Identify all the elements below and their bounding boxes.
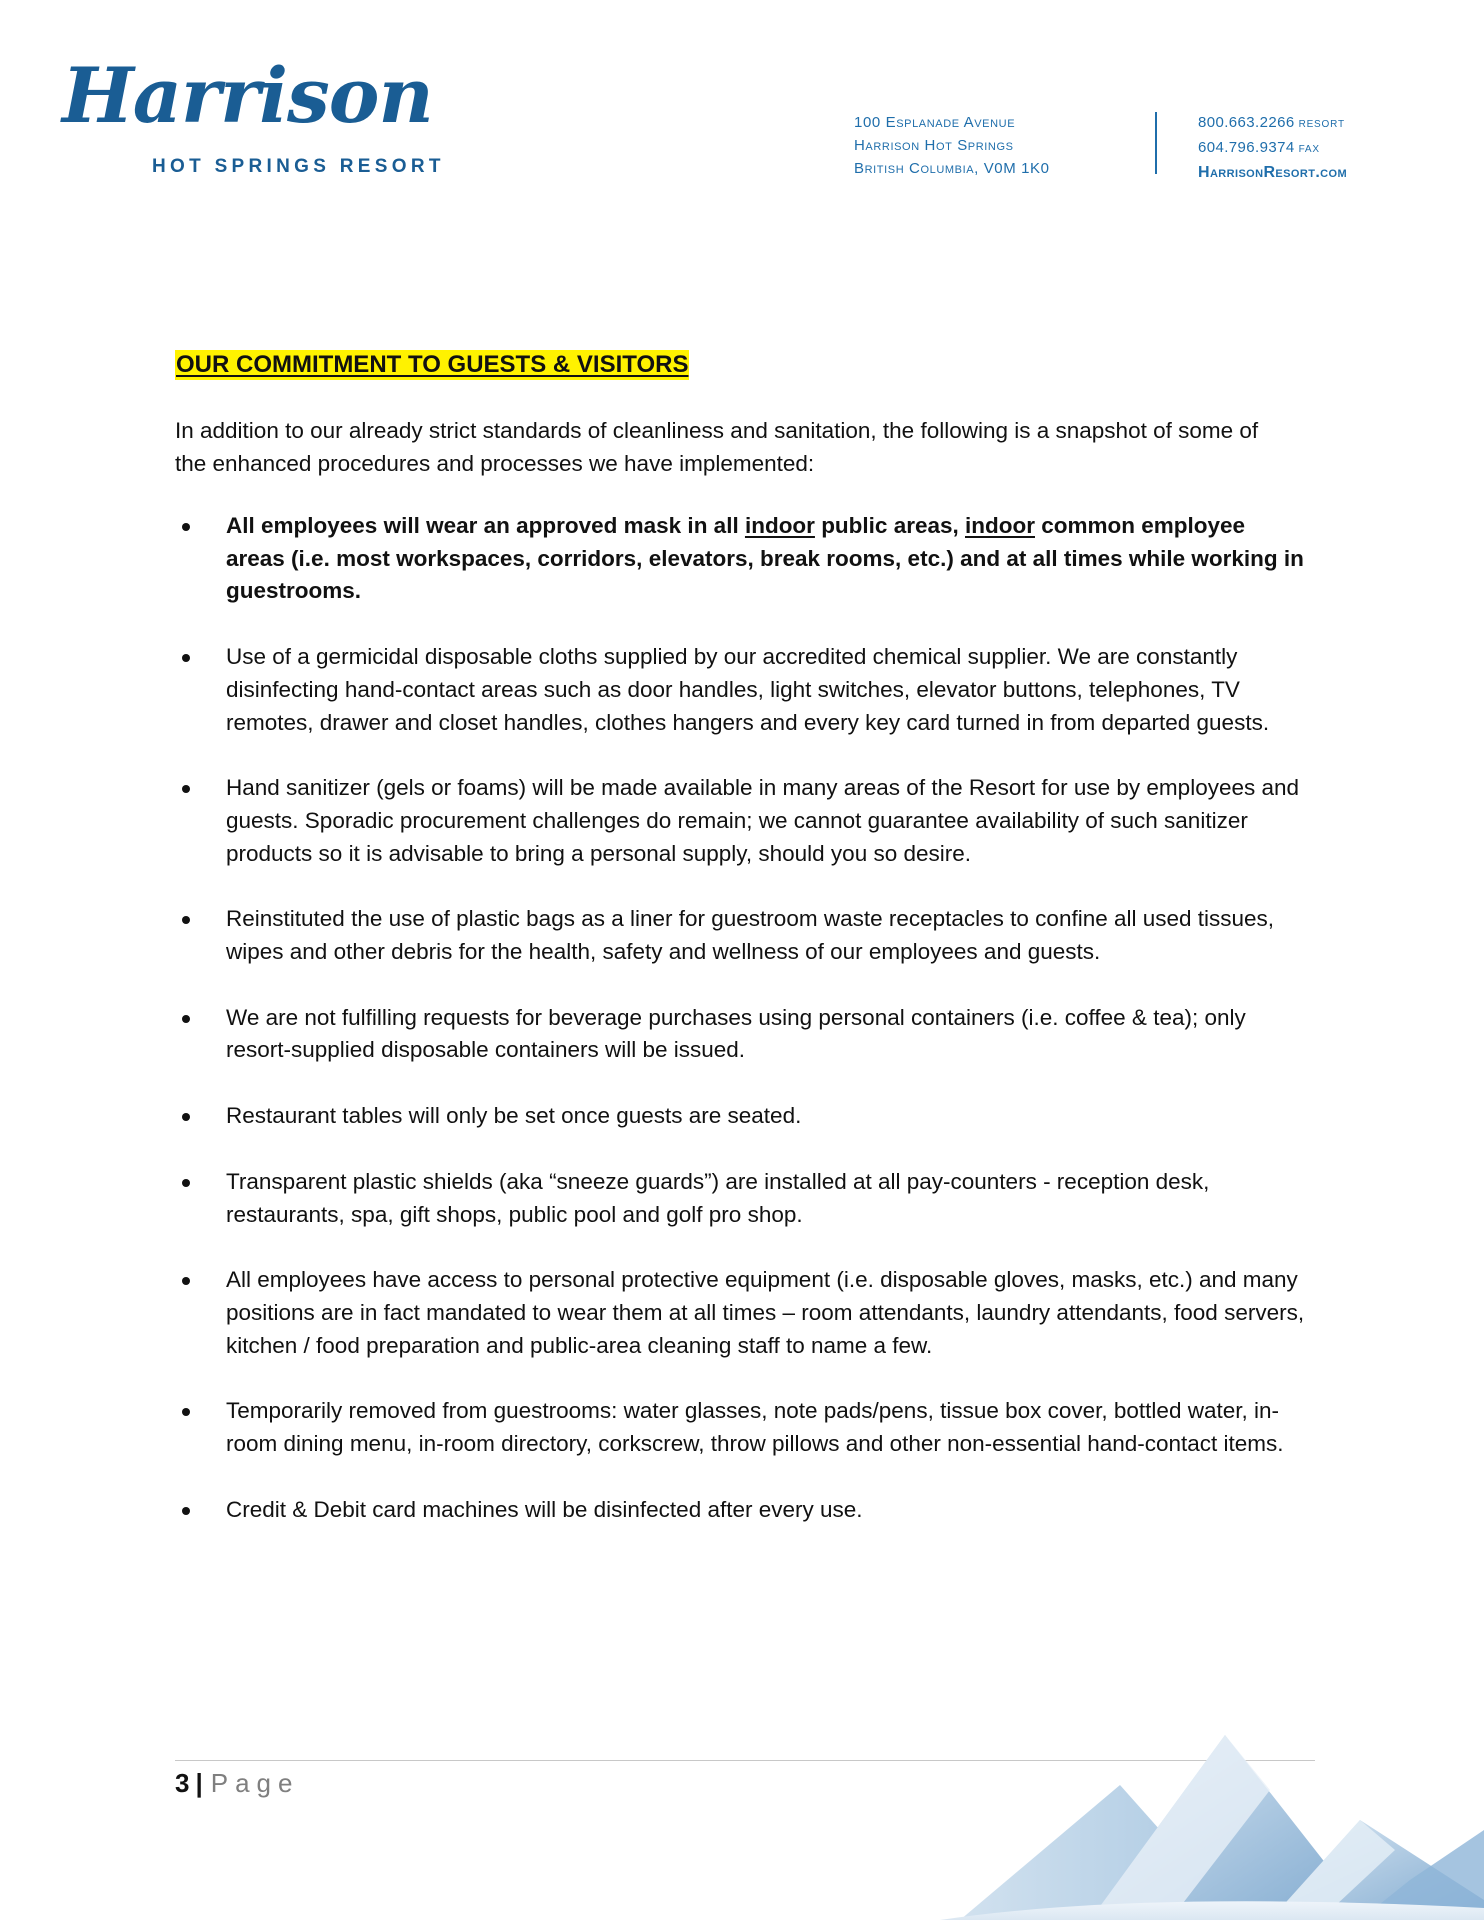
bullet-icon xyxy=(182,785,190,793)
bullet-icon xyxy=(182,1015,190,1023)
address-line-2: Harrison Hot Springs xyxy=(854,137,1014,154)
mountain-illustration xyxy=(940,1730,1484,1920)
bullet-text: Hand sanitizer (gels or foams) will be made available in many areas of the Resort for use by employees and guests. Sporadic procurement challenges do remain; we cannot guarantee availability of such sanitizer products so it is advisable to bring a personal supply, should you so desire. xyxy=(226,775,1300,866)
page-heading: OUR COMMITMENT TO GUESTS & VISITORS xyxy=(176,351,689,378)
bullet-text: Temporarily removed from guestrooms: water glasses, note pads/pens, tissue box cover, bottled water, in-room dining menu, in-room directory, corkscrew, throw pillows and other non-essential hand-contact items. xyxy=(226,1398,1284,1457)
logo-subtitle: HOT SPRINGS RESORT xyxy=(152,156,445,177)
bullet-text-part: common employee areas (i.e. most workspaces, corridors, elevators, break rooms, etc.) and at all times while working in guestrooms. xyxy=(226,513,1304,604)
bullet-icon xyxy=(182,523,190,531)
resort-phone-line xyxy=(1198,111,1347,136)
bullet-icon xyxy=(182,1179,190,1187)
logo-script-wordmark: Harrison xyxy=(62,51,433,140)
bullet-icon xyxy=(182,1113,190,1121)
bullet-text: We are not fulfilling requests for beverage purchases using personal containers (i.e. coffee & tea); only resort-supplied disposable containers will be issued. xyxy=(226,1004,1246,1063)
list-item xyxy=(175,1494,1305,1527)
fax-phone-label: FAX xyxy=(1298,144,1320,155)
bullet-text: Use of a germicidal disposable cloths supplied by our accredited chemical supplier. We are constantly disinfecting hand-contact areas such as door handles, light switches, elevator buttons, telephones, TV remotes, drawer and closet handles, clothes hangers and every key card turned in from departed guests. xyxy=(226,644,1270,735)
list-item xyxy=(175,1166,1305,1231)
bullet-icon xyxy=(182,654,190,662)
bullet-icon xyxy=(182,916,190,924)
list-item xyxy=(175,641,1305,739)
bullet-text: Reinstituted the use of plastic bags as a liner for guestroom waste receptacles to confine all used tissues, wipes and other debris for the health, safety and wellness of our employees and guests. xyxy=(226,906,1275,965)
list-item xyxy=(175,772,1305,870)
list-item xyxy=(175,510,1305,608)
resort-phone: 800.663.2266 xyxy=(1198,114,1295,131)
underlined-word: indoor xyxy=(744,513,815,538)
underlined-word: indoor xyxy=(965,513,1035,538)
list-item xyxy=(175,1395,1305,1460)
address-line-3: British Columbia, V0M 1K0 xyxy=(854,160,1050,177)
list-item xyxy=(175,1264,1305,1362)
bullet-icon xyxy=(182,1408,190,1416)
bullet-text-part: All employees will wear an approved mask in all xyxy=(226,513,745,538)
address-block xyxy=(854,111,1050,180)
bullet-icon xyxy=(182,1507,190,1515)
bullet-text: Restaurant tables will only be set once guests are seated. xyxy=(226,1103,802,1129)
resort-logo xyxy=(62,51,462,188)
page-label: Page xyxy=(210,1768,300,1798)
bullet-text: Credit & Debit card machines will be disinfected after every use. xyxy=(226,1496,863,1522)
procedures-list xyxy=(175,510,1305,1559)
bullet-text: All employees have access to personal protective equipment (i.e. disposable gloves, masks, etc.) and many positions are in fact mandated to wear them at all times – room attendants, laundry attendants, food servers, kitchen / food preparation and public-area cleaning staff to name a few. xyxy=(226,1267,1305,1358)
page-separator: | xyxy=(195,1768,203,1798)
letterhead-divider xyxy=(1155,112,1157,174)
fax-phone-line xyxy=(1198,136,1347,161)
contact-block xyxy=(1198,111,1347,184)
intro-paragraph: In addition to our already strict standards of cleanliness and sanitation, the following is a snapshot of some of the enhanced procedures and processes we have implemented: xyxy=(175,418,1259,476)
resort-phone-label: RESORT xyxy=(1298,119,1345,130)
bullet-icon xyxy=(182,1277,190,1285)
list-item xyxy=(175,903,1305,968)
page-number-footer xyxy=(175,1766,299,1800)
address-line-1: 100 Esplanade Avenue xyxy=(854,114,1016,131)
list-item xyxy=(175,1002,1305,1067)
page-number: 3 xyxy=(175,1768,190,1798)
list-item xyxy=(175,1100,1305,1133)
bullet-text-part: public areas, xyxy=(814,513,965,538)
website-link[interactable]: HarrisonResort.com xyxy=(1198,164,1348,181)
bullet-text: Transparent plastic shields (aka “sneeze guards”) are installed at all pay-counters - reception desk, restaurants, spa, gift shops, public pool and golf pro shop. xyxy=(226,1168,1210,1227)
fax-phone: 604.796.9374 xyxy=(1198,139,1295,156)
